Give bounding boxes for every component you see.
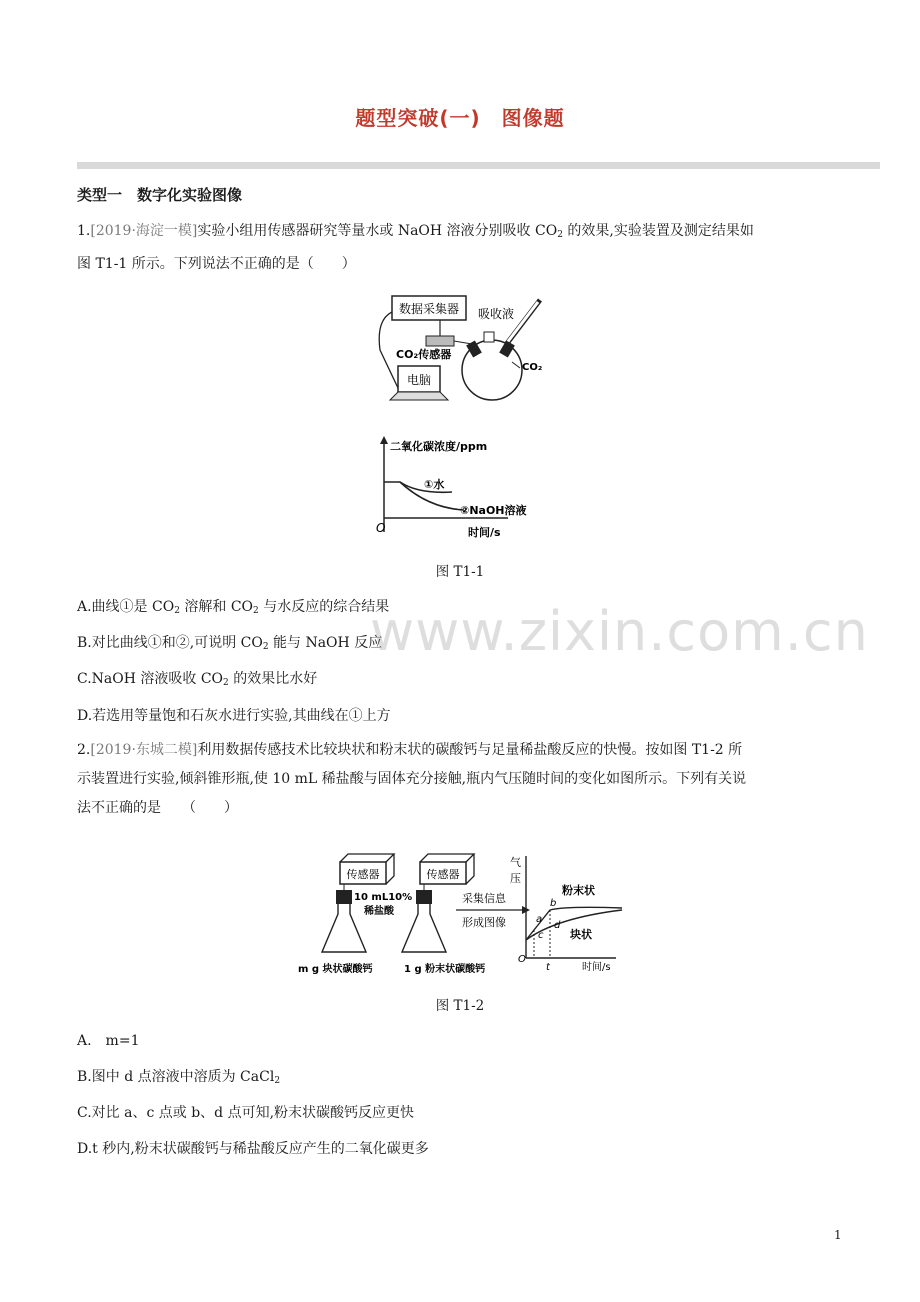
subscript: 2: [262, 642, 269, 652]
subscript: 2: [223, 678, 229, 688]
pressure-axis-label-2: 压: [510, 872, 521, 885]
q2-option-c: C.对比 a、c 点或 b、d 点可知,粉末状碳酸钙反应更快: [77, 1105, 415, 1121]
apparatus-diagram-1: [370, 290, 560, 410]
q2-line3: 法不正确的是 （ ）: [77, 800, 238, 816]
curve-naoh-label: ②NaOH溶液: [460, 504, 527, 517]
option-a-post: 与水反应的综合结果: [258, 599, 390, 615]
section-heading: 类型一 数字化实验图像: [77, 186, 243, 204]
q2-option-b: [77, 1066, 280, 1086]
collector-label: 数据采集器: [398, 302, 460, 316]
computer-label: 电脑: [406, 373, 432, 387]
q1-line2: 图 T1-1 所示。下列说法不正确的是（ ）: [77, 256, 356, 272]
subscript: 2: [557, 230, 563, 240]
q1-option-c: [77, 668, 317, 688]
question-source: [2019·海淀一模]: [90, 223, 198, 239]
chart-x-label: 时间/s: [468, 526, 501, 539]
chart-origin: O: [376, 521, 386, 535]
subscript: 2: [253, 606, 259, 616]
q1-line1-pre: 实验小组用传感器研究等量水或 NaOH 溶液分别吸收 CO: [197, 223, 558, 239]
q2-option-a: A. m=1: [77, 1033, 140, 1049]
point-c: c: [538, 930, 544, 941]
q1-option-d: D.若选用等量饱和石灰水进行实验,其曲线在①上方: [77, 708, 391, 724]
acid-volume-label: 10 mL10%: [354, 892, 413, 903]
co2-label: CO₂: [522, 362, 543, 373]
chart-y-label: 二氧化碳浓度/ppm: [390, 440, 488, 453]
time-t: t: [546, 962, 550, 973]
option-b-pre: B.图中 d 点溶液中溶质为 CaCl: [77, 1069, 275, 1085]
block-label: 块状: [570, 928, 592, 941]
q2-line2: 示装置进行实验,倾斜锥形瓶,使 10 mL 稀盐酸与固体充分接触,瓶内气压随时间的变化如图所示。下列有关说: [77, 771, 747, 787]
q1-option-b: [77, 632, 382, 652]
question-2-text: [77, 736, 857, 823]
point-b: b: [550, 898, 557, 909]
title-divider: [77, 162, 880, 169]
form-label: 形成图像: [462, 916, 506, 929]
q2-line1: 利用数据传感技术比较块状和粉末状的碳酸钙与足量稀盐酸反应的快慢。按如图 T1-2 所: [197, 742, 743, 758]
option-c-pre: C.NaOH 溶液吸收 CO: [77, 671, 224, 687]
sensor-label: CO₂传感器: [396, 348, 452, 361]
question-1-text: [77, 217, 857, 279]
origin-label: O: [518, 954, 526, 965]
q2-option-d: D.t 秒内,粉末状碳酸钙与稀盐酸反应产生的二氧化碳更多: [77, 1141, 429, 1157]
question-number: 1.: [77, 223, 91, 239]
sensor2-label: 传感器: [426, 868, 460, 881]
figure-caption-2: 图 T1-2: [435, 998, 485, 1014]
subscript: 2: [174, 606, 180, 616]
figure-caption-1: 图 T1-1: [435, 564, 485, 580]
page-number: 1: [834, 1228, 842, 1242]
page-title: 题型突破(一) 图像题: [355, 106, 565, 130]
collect-label: 采集信息: [462, 892, 506, 905]
subscript: 2: [274, 1076, 281, 1086]
time-axis-label: 时间/s: [582, 962, 611, 973]
option-c-post: 的效果比水好: [228, 671, 318, 687]
option-b-pre: B.对比曲线①和②,可说明 CO: [77, 635, 263, 651]
curve-water-label: ①水: [424, 478, 445, 491]
point-a: a: [536, 914, 543, 925]
question-source: [2019·东城二模]: [90, 742, 198, 758]
pressure-axis-label-1: 气: [510, 856, 521, 869]
absorb-label: 吸收液: [478, 307, 515, 321]
co2-concentration-chart: [368, 436, 548, 540]
point-d: d: [554, 920, 561, 931]
left-flask-label: m g 块状碳酸钙: [298, 964, 373, 975]
option-b-post: 能与 NaOH 反应: [268, 635, 383, 651]
option-a-pre: A.曲线①是 CO: [77, 599, 175, 615]
powder-label: 粉末状: [562, 884, 595, 897]
q1-option-a: [77, 596, 389, 616]
right-flask-label: 1 g 粉末状碳酸钙: [404, 964, 486, 975]
question-number: 2.: [77, 742, 91, 758]
watermark: www.zixin.com.cn: [370, 600, 869, 663]
apparatus-diagram-2: [296, 848, 632, 980]
q1-line1-post: 的效果,实验装置及测定结果如: [562, 223, 754, 239]
sensor1-label: 传感器: [346, 868, 380, 881]
acid-name-label: 稀盐酸: [364, 906, 394, 917]
option-a-mid: 溶解和 CO: [179, 599, 254, 615]
